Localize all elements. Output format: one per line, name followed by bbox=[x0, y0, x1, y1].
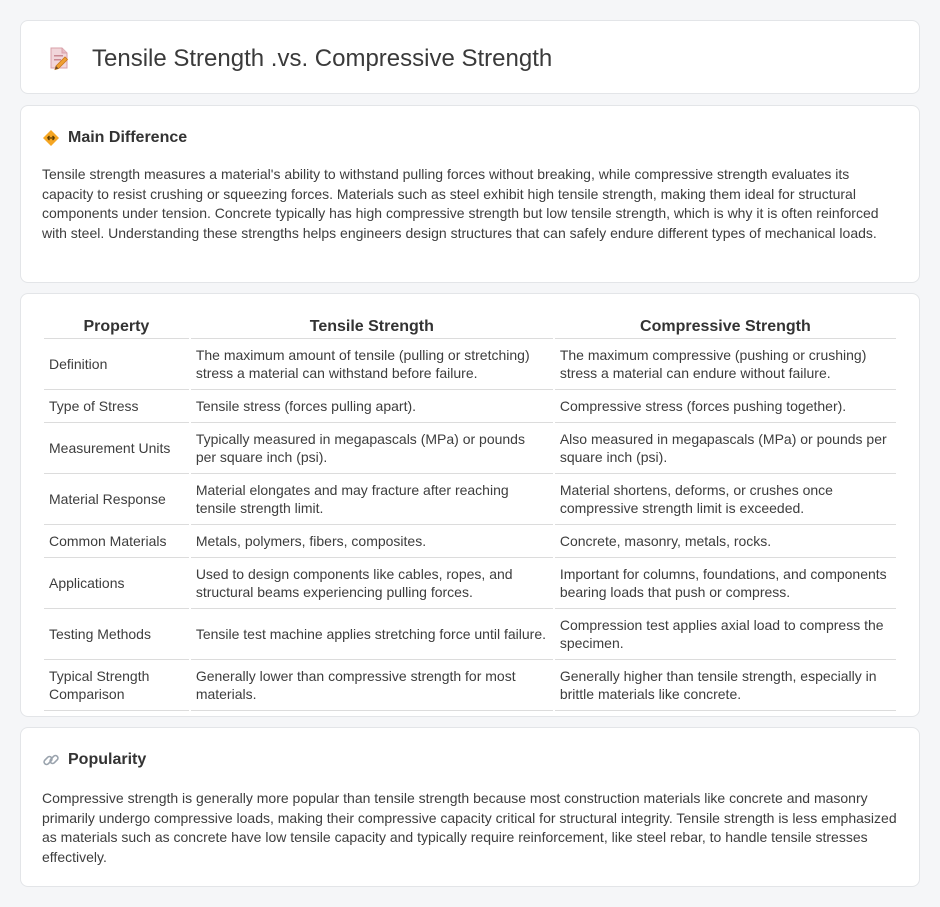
popularity-header bbox=[42, 750, 146, 770]
link-icon bbox=[42, 751, 60, 769]
main-difference-header bbox=[42, 128, 187, 148]
main-difference-text: Tensile strength measures a material's ability to withstand pulling forces without breaking, while compressive strength evaluates its capacity to resist crushing or squeezing forces. Materials such as steel exhibit high tensile strength, making them ideal for structural components under tension. Concrete typically has high compressive strength but low tensile strength, which is why it is often reinforced with steel. Understanding these strengths helps engineers design structures that can safely endure different types of mechanical loads. bbox=[42, 166, 879, 241]
comparison-card bbox=[20, 293, 920, 717]
comparison-table bbox=[42, 316, 898, 711]
table-row bbox=[44, 660, 896, 711]
table-row bbox=[44, 558, 896, 609]
tensile-cell: The maximum amount of tensile (pulling or stretching) stress a material can withstand before failure. bbox=[191, 339, 553, 390]
property-cell: Applications bbox=[44, 558, 189, 609]
tensile-cell: Used to design components like cables, ropes, and structural beams experiencing pulling forces. bbox=[191, 558, 553, 609]
page-title: Tensile Strength .vs. Compressive Strength bbox=[92, 45, 553, 72]
main-difference-card bbox=[20, 105, 920, 283]
table-row bbox=[44, 390, 896, 423]
tensile-cell: Generally lower than compressive strength for most materials. bbox=[191, 660, 553, 711]
popularity-text: Compressive strength is generally more popular than tensile strength because most construction materials like concrete and masonry primarily undergo compressive loads, making their compressive capacity critical for structural integrity. Tensile strength is less emphasized as materials such as concrete have low tensile capacity and typically require reinforcement, like steel rebar, to handle tensile stresses effectively. bbox=[42, 790, 897, 865]
popularity-card bbox=[20, 727, 920, 887]
diamond-arrows-icon bbox=[42, 129, 60, 147]
compressive-cell: Material shortens, deforms, or crushes once compressive strength limit is exceeded. bbox=[555, 474, 896, 525]
table-row bbox=[44, 474, 896, 525]
popularity-heading: Popularity bbox=[68, 751, 147, 768]
column-header-property: Property bbox=[44, 316, 189, 339]
tensile-cell: Typically measured in megapascals (MPa) or pounds per square inch (psi). bbox=[191, 423, 553, 474]
property-cell: Type of Stress bbox=[44, 390, 189, 423]
header-card bbox=[20, 20, 920, 94]
table-row bbox=[44, 423, 896, 474]
compressive-cell: Compression test applies axial load to compress the specimen. bbox=[555, 609, 896, 660]
property-cell: Material Response bbox=[44, 474, 189, 525]
document-pencil-icon bbox=[47, 45, 71, 71]
compressive-cell: Also measured in megapascals (MPa) or pounds per square inch (psi). bbox=[555, 423, 896, 474]
property-cell: Typical Strength Comparison bbox=[44, 660, 189, 711]
compressive-cell: Compressive stress (forces pushing together). bbox=[555, 390, 896, 423]
tensile-cell: Tensile stress (forces pulling apart). bbox=[191, 390, 553, 423]
compressive-cell: The maximum compressive (pushing or crushing) stress a material can endure without failure. bbox=[555, 339, 896, 390]
property-cell: Measurement Units bbox=[44, 423, 189, 474]
compressive-cell: Concrete, masonry, metals, rocks. bbox=[555, 525, 896, 558]
tensile-cell: Material elongates and may fracture after reaching tensile strength limit. bbox=[191, 474, 553, 525]
column-header-compressive: Compressive Strength bbox=[555, 316, 896, 339]
table-row bbox=[44, 609, 896, 660]
column-header-tensile: Tensile Strength bbox=[191, 316, 553, 339]
table-row bbox=[44, 525, 896, 558]
property-cell: Definition bbox=[44, 339, 189, 390]
table-header-row bbox=[44, 316, 896, 339]
compressive-cell: Generally higher than tensile strength, especially in brittle materials like concrete. bbox=[555, 660, 896, 711]
main-difference-heading: Main Difference bbox=[68, 129, 188, 146]
property-cell: Testing Methods bbox=[44, 609, 189, 660]
table-row bbox=[44, 339, 896, 390]
compressive-cell: Important for columns, foundations, and components bearing loads that push or compress. bbox=[555, 558, 896, 609]
tensile-cell: Metals, polymers, fibers, composites. bbox=[191, 525, 553, 558]
property-cell: Common Materials bbox=[44, 525, 189, 558]
tensile-cell: Tensile test machine applies stretching force until failure. bbox=[191, 609, 553, 660]
